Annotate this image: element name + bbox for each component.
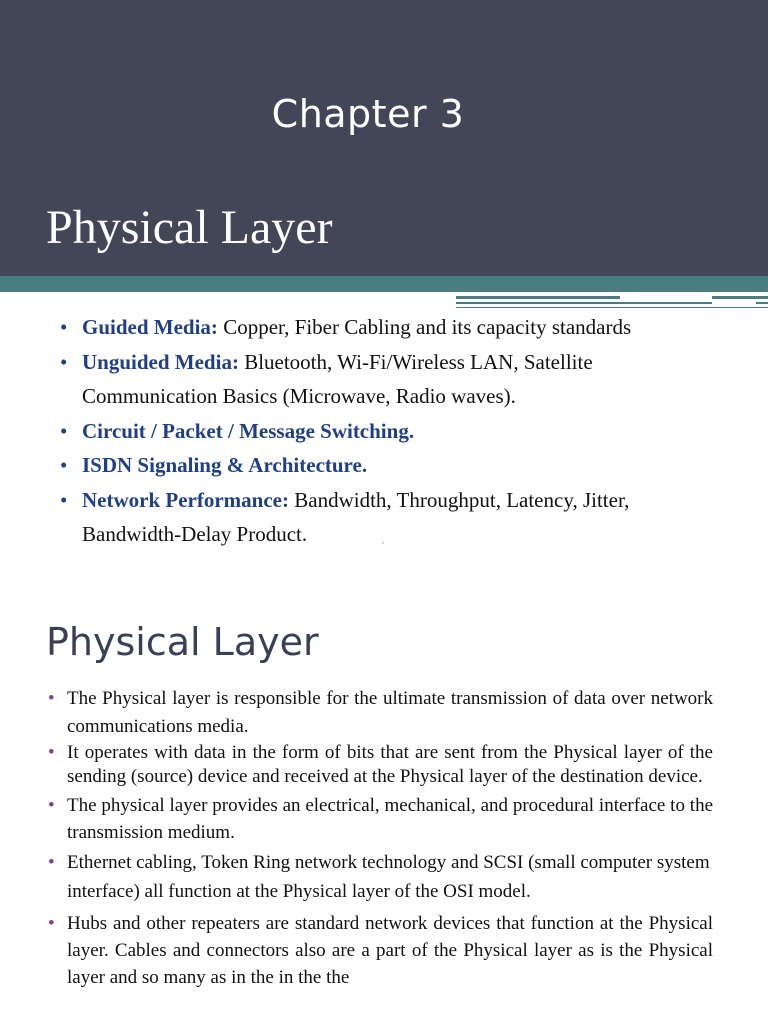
topic-item [60,310,730,345]
decorative-line [456,307,768,308]
stray-mark: , [382,536,384,545]
description-text: The physical layer provides an electrical, mechanical, and procedural interface to the transmission medium. [67,795,713,843]
topic-label: Circuit / Packet / Message Switching. [82,418,415,443]
teal-divider-band [0,276,768,292]
description-item [48,792,713,846]
decorative-line [456,296,768,299]
topic-item [60,414,730,449]
bullet-icon: • [48,795,55,816]
description-item [48,741,713,788]
description-text: Hubs and other repeaters are standard network devices that function at the Physical layer. Cables and connectors also are a part of the Physical layer as is the Physical layer and so many as in the in the the [67,913,713,988]
bullet-icon: • [48,913,55,934]
bullet-icon: • [60,453,68,477]
topic-label: Network Performance: [82,487,289,512]
bullet-icon: • [60,315,68,339]
topic-text: Bluetooth, Wi-Fi/Wireless LAN, Satellite Communication Basics (Microwave, Radio waves). [82,349,593,408]
decorative-gap [620,296,712,299]
topic-item [60,483,730,552]
slide2-title: Physical Layer [46,620,319,664]
description-text: Ethernet cabling, Token Ring network technology and SCSI (small computer system interface) all function at the Physical layer of the OSI model. [67,852,710,902]
bullet-icon: • [60,418,68,443]
topic-label: ISDN Signaling & Architecture. [82,453,368,477]
topic-text: Bandwidth, Throughput, Latency, Jitter, Bandwidth-Delay Product. [82,487,630,546]
description-list [48,685,713,991]
bullet-icon: • [48,742,55,763]
topic-label: Unguided Media: [82,349,239,374]
topic-list [60,310,730,552]
bullet-icon: • [60,487,68,512]
bullet-icon: • [48,688,55,709]
description-item [48,848,713,906]
chapter-title: Chapter 3 [271,92,465,136]
bullet-icon: • [48,852,55,873]
description-item [48,910,713,991]
topic-label: Guided Media: [82,315,218,339]
topic-item [60,448,730,483]
topic-text: Copper, Fiber Cabling and its capacity standards [217,315,632,339]
topic-item [60,345,730,414]
description-text: The Physical layer is responsible for the ultimate transmission of data over network communications media. [67,688,713,737]
description-text: It operates with data in the form of bits that are sent from the Physical layer of the sending (source) device and received at the Physical layer of the destination device. [67,742,713,787]
slide1-title: Physical Layer [46,201,333,254]
decorative-gap [712,302,756,304]
description-item [48,685,713,741]
bullet-icon: • [60,349,68,374]
